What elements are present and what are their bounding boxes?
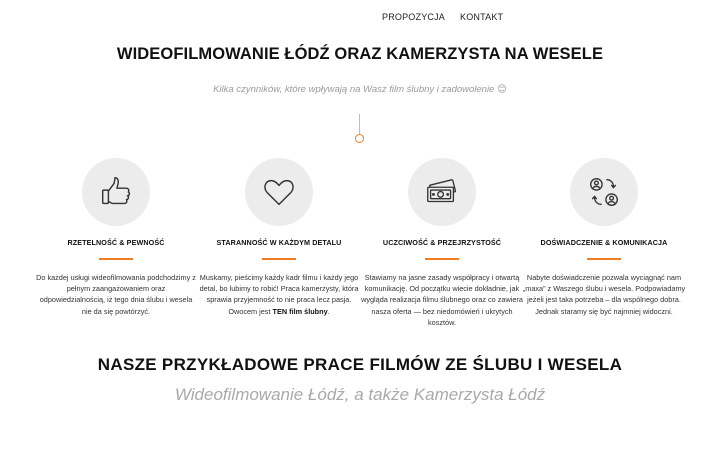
- feature-title: STARANNOŚĆ W KAŻDYM DETALU: [216, 238, 342, 247]
- nav-kontakt-link[interactable]: KONTAKT: [460, 12, 504, 22]
- accent-bar: [425, 258, 459, 260]
- icon-circle: [245, 158, 313, 226]
- works-section-title: NASZE PRZYKŁADOWE PRACE FILMÓW ZE ŚLUBU I WESELA: [97, 355, 623, 374]
- feature-experience: [522, 158, 686, 317]
- feature-precision: [197, 158, 361, 317]
- page-title: WIDEOFILMOWANIE ŁÓDŹ ORAZ KAMERZYSTA NA WESELE: [116, 45, 604, 63]
- icon-circle: [408, 158, 476, 226]
- works-section-subtitle: Wideofilmowanie Łódź, a także Kamerzysta Łódź: [174, 385, 546, 404]
- icon-circle: [570, 158, 638, 226]
- people-exchange-icon: [585, 173, 623, 211]
- accent-bar: [99, 258, 133, 260]
- feature-text: Do każdej usługi wideofilmowania podchodzimy z pełnym zaangażowaniem oraz odpowiedzialnością, iż tego dnia ślubu i wesela nie da się powtórzyć.: [36, 273, 196, 316]
- nav-propozycja-link[interactable]: PROPOZYCJA: [382, 12, 446, 22]
- accent-bar: [262, 258, 296, 260]
- vertical-divider: [359, 114, 360, 134]
- feature-honesty: [360, 158, 524, 328]
- icon-circle: [82, 158, 150, 226]
- feature-text-start: Muskamy, pieścimy każdy kadr filmu i każdy jego detal, bo lubimy to robić! Praca kamerzysty, która sprawia przyjemność to nie praca lecz pasja. Owocem jest: [199, 273, 359, 316]
- feature-reliability: [34, 158, 198, 317]
- top-nav: [382, 12, 503, 22]
- feature-text-end: .: [327, 306, 330, 316]
- feature-text: Nabyte doświadczenie pozwala wyciągnąć nam „maxa” z Waszego ślubu i wesela. Podpowiadamy jeżeli jest taka potrzeba – dla wspólnego dobra. Jednak staramy się być najmniej widoczni.: [522, 273, 686, 316]
- feature-title: UCZCIWOŚĆ & PRZEJRZYSTOŚĆ: [382, 238, 502, 247]
- feature-title: RZETELNOŚĆ & PEWNOŚĆ: [67, 238, 165, 247]
- feature-title: DOŚWIADCZENIE & KOMUNIKACJA: [540, 238, 668, 247]
- feature-text: Stawiamy na jasne zasady współpracy i otwartą komunikację. Od początku wiecie dokładnie, jak wygląda realizacja filmu ślubnego oraz co zawiera nasza oferta — bez niedomówień i ukrytych kosztów.: [361, 273, 523, 327]
- heart-icon: [260, 173, 298, 211]
- accent-bar: [587, 258, 621, 260]
- feature-text: [197, 272, 361, 317]
- thumbs-up-icon: [97, 173, 135, 211]
- divider-dot: [355, 134, 364, 143]
- feature-text-bold: TEN film ślubny: [272, 306, 328, 316]
- page-subtitle: Kilka czynników, które wpływają na Wasz film ślubny i zadowolenie 😊: [213, 84, 507, 95]
- money-icon: [423, 173, 461, 211]
